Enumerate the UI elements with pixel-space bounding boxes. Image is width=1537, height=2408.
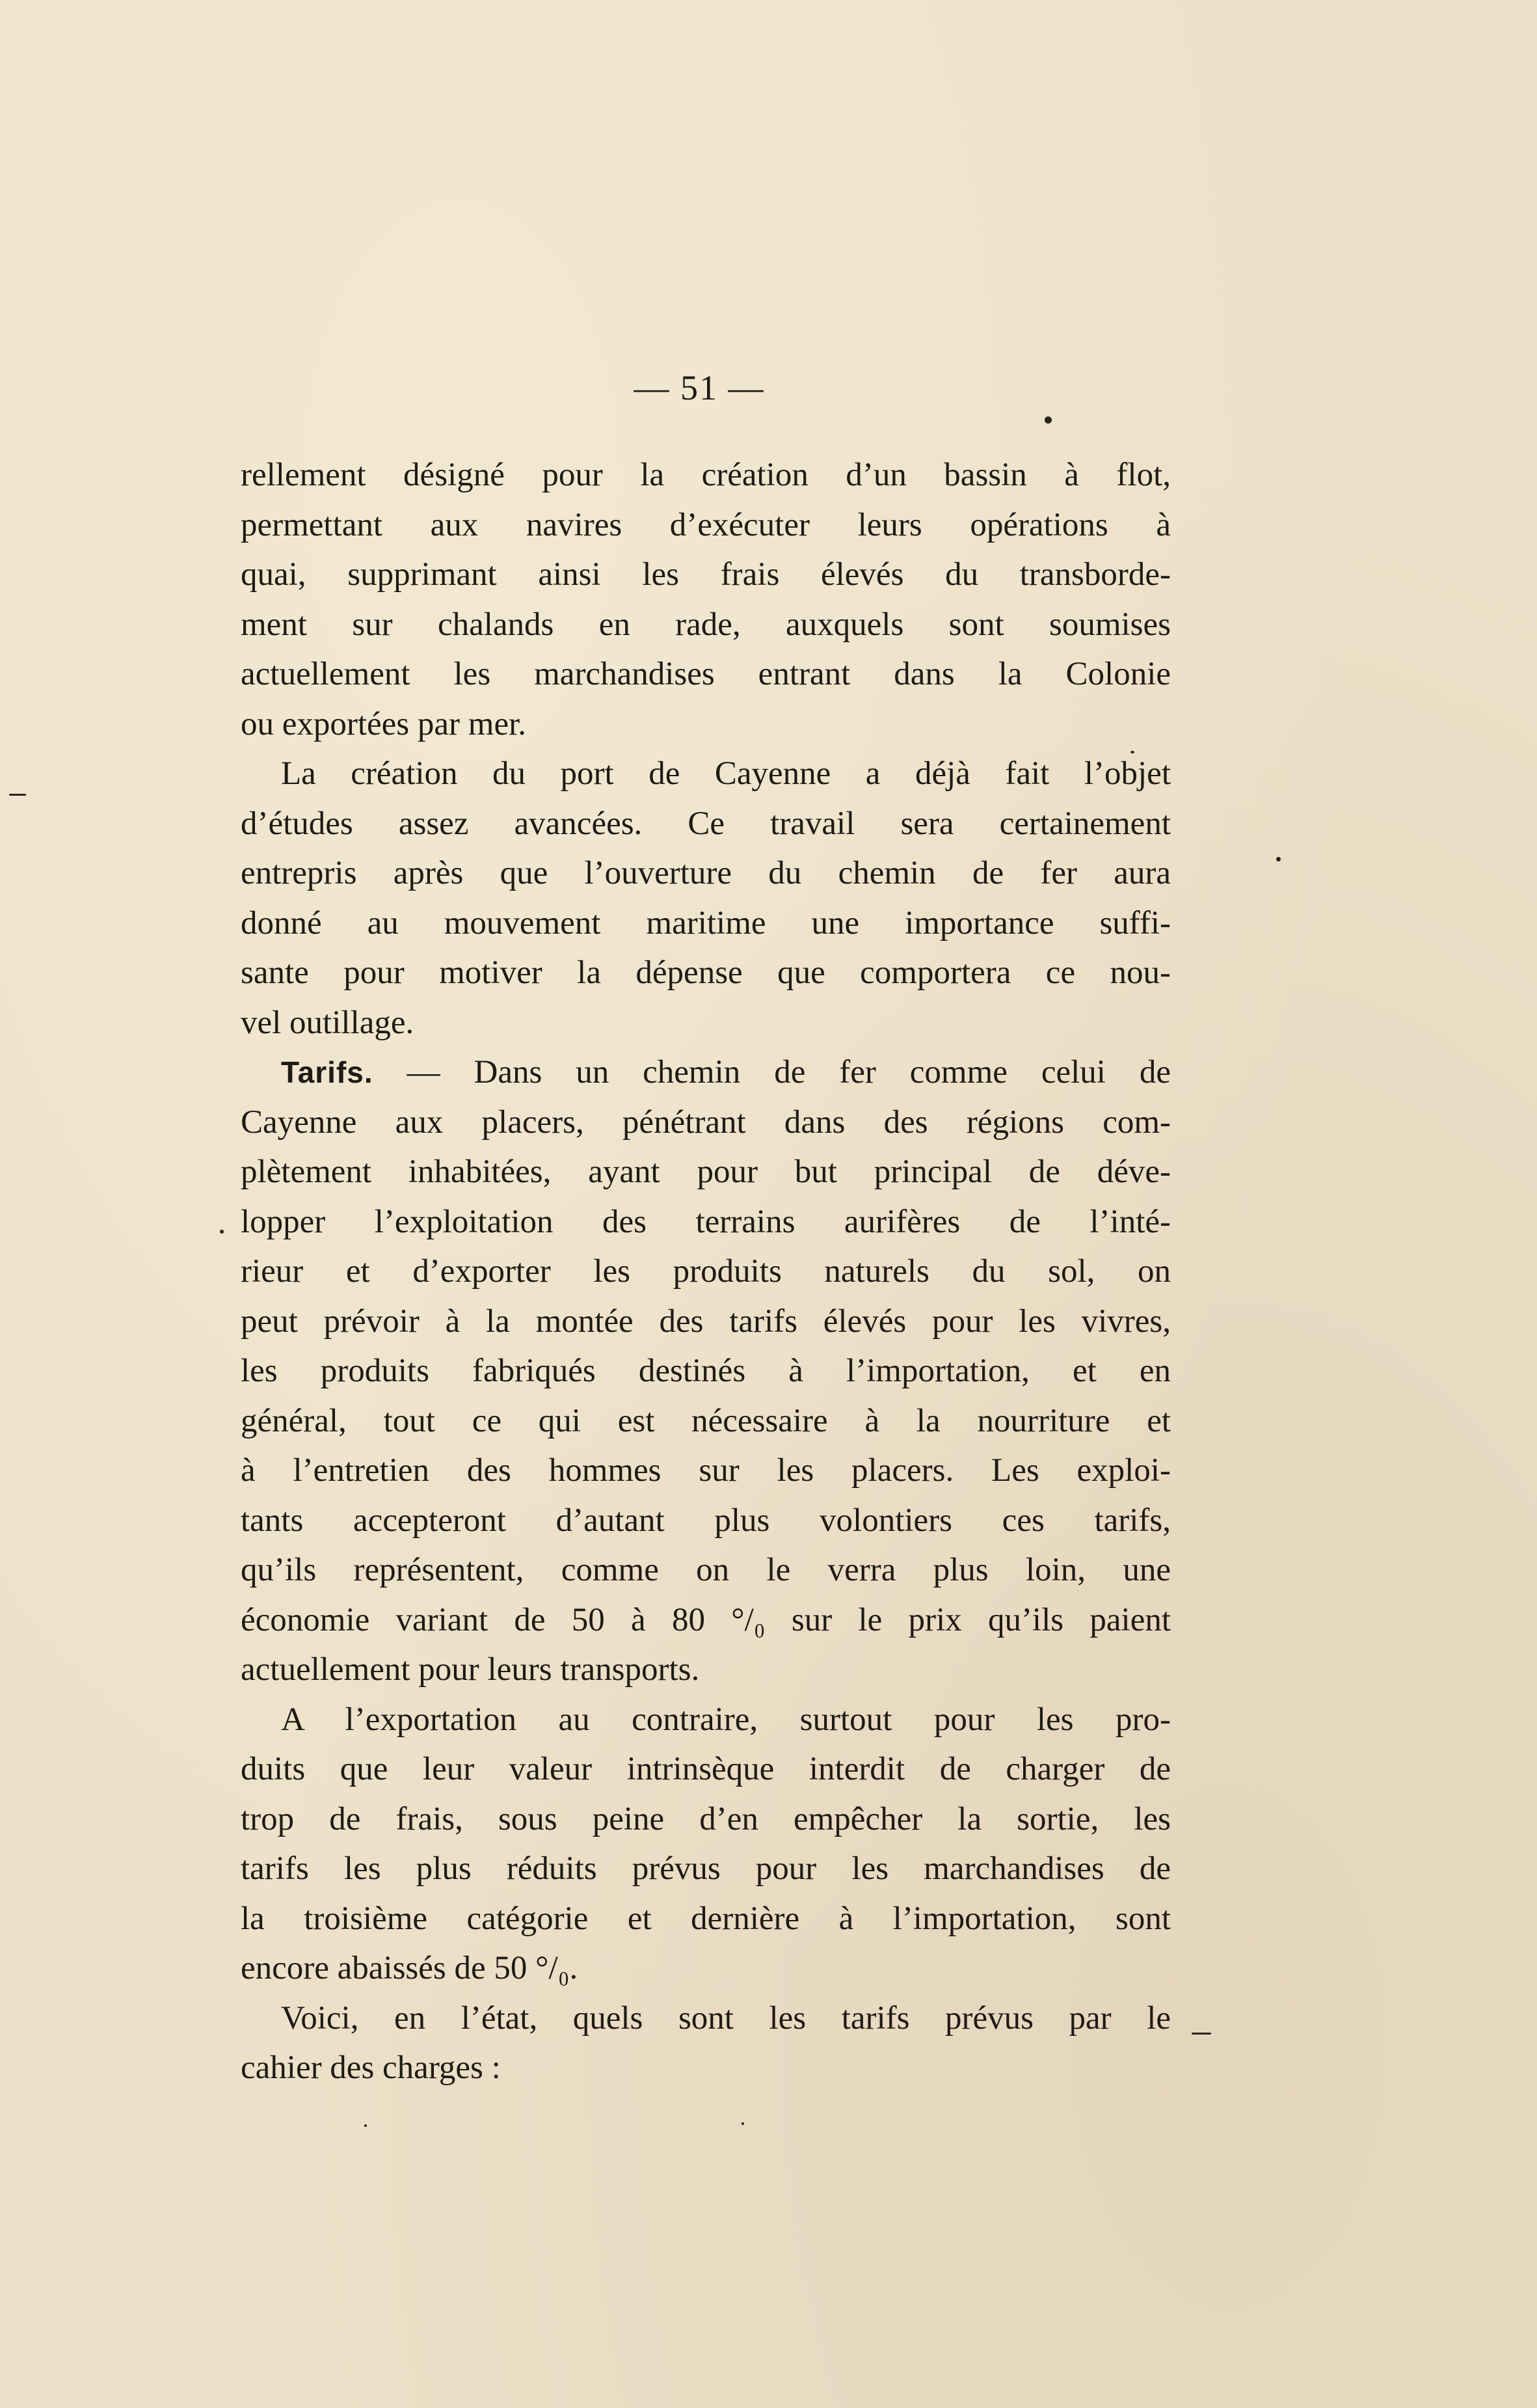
text-line: trop de frais, sous peine d’en empêcher la sortie, les xyxy=(241,1800,1171,1837)
ink-speck xyxy=(364,2124,367,2127)
paragraph-voici xyxy=(241,1994,1171,2093)
text-line: actuellement pour leurs transports. xyxy=(241,1651,700,1688)
paragraph-port-cayenne xyxy=(241,749,1171,1048)
text-line: A l’exportation au contraire, surtout pour les pro- xyxy=(281,1701,1171,1738)
text-line: tarifs les plus réduits prévus pour les marchandises de xyxy=(241,1850,1171,1887)
text-line: quai, supprimant ainsi les frais élevés du transborde- xyxy=(241,556,1171,593)
text-line: rellement désigné pour la création d’un bassin à flot, xyxy=(241,457,1171,493)
text-line: d’études assez avancées. Ce travail sera certainement xyxy=(241,805,1171,842)
text-line: sante pour motiver la dépense que comportera ce nou- xyxy=(241,954,1171,991)
ink-speck xyxy=(1192,2033,1211,2035)
text-line: rieur et d’exporter les produits naturels du sol, on xyxy=(241,1253,1171,1290)
text-line: la troisième catégorie et dernière à l’importation, sont xyxy=(241,1900,1171,1937)
text-line: encore abaissés de 50 °/₀. xyxy=(241,1950,578,1986)
text-line: les produits fabriqués destinés à l’importation, et en xyxy=(241,1353,1171,1389)
text-line: ou exportées par mer. xyxy=(241,705,527,742)
page-number: — 51 — xyxy=(634,368,765,407)
text-line: économie variant de 50 à 80 °/₀ sur le prix qu’ils paient xyxy=(241,1601,1171,1638)
text-line: tants accepteront d’autant plus volontiers ces tarifs, xyxy=(241,1502,1171,1539)
text-line: duits que leur valeur intrinsèque interdit de charger de xyxy=(241,1751,1171,1787)
body-text xyxy=(241,450,1171,2093)
text-line: actuellement les marchandises entrant dans la Colonie xyxy=(241,656,1171,692)
ink-speck xyxy=(742,2122,744,2125)
ink-speck xyxy=(1130,751,1134,753)
text-line: La création du port de Cayenne a déjà fait l’objet xyxy=(281,755,1171,792)
paragraph-port-continuation xyxy=(241,450,1171,749)
ink-speck xyxy=(1276,857,1281,861)
text-line: Cayenne aux placers, pénétrant dans des régions com- xyxy=(241,1103,1171,1141)
text-line: vel outillage. xyxy=(241,1004,414,1041)
ink-speck xyxy=(220,1230,224,1234)
text-line: lopper l’exploitation des terrains aurifères de l’inté- xyxy=(241,1203,1171,1240)
ink-speck xyxy=(9,794,26,796)
paragraph-exportation xyxy=(241,1695,1171,1994)
text-line: entrepris après que l’ouverture du chemin de fer aura xyxy=(241,855,1171,891)
text-line: qu’ils représentent, comme on le verra plus loin, une xyxy=(241,1552,1171,1588)
text-fragment: — Dans un chemin de fer comme celui de xyxy=(373,1054,1171,1090)
text-line: ment sur chalands en rade, auxquels sont soumises xyxy=(241,606,1171,643)
section-heading-tarifs: Tarifs. xyxy=(281,1055,373,1089)
text-line xyxy=(241,1048,1171,1098)
ink-speck xyxy=(1045,416,1052,424)
paragraph-tarifs xyxy=(241,1048,1171,1695)
text-line: cahier des charges : xyxy=(241,2050,501,2086)
text-line: Voici, en l’état, quels sont les tarifs prévus par le xyxy=(281,1999,1171,2036)
text-line: à l’entretien des hommes sur les placers. Les exploi- xyxy=(241,1452,1171,1489)
text-line: peut prévoir à la montée des tarifs élevés pour les vivres, xyxy=(241,1303,1171,1340)
text-line: donné au mouvement maritime une importance suffi- xyxy=(241,904,1171,941)
text-line: général, tout ce qui est nécessaire à la nourriture et xyxy=(241,1402,1171,1439)
text-line: plètement inhabitées, ayant pour but principal de déve- xyxy=(241,1154,1171,1190)
text-line: permettant aux navires d’exécuter leurs opérations à xyxy=(241,506,1171,543)
